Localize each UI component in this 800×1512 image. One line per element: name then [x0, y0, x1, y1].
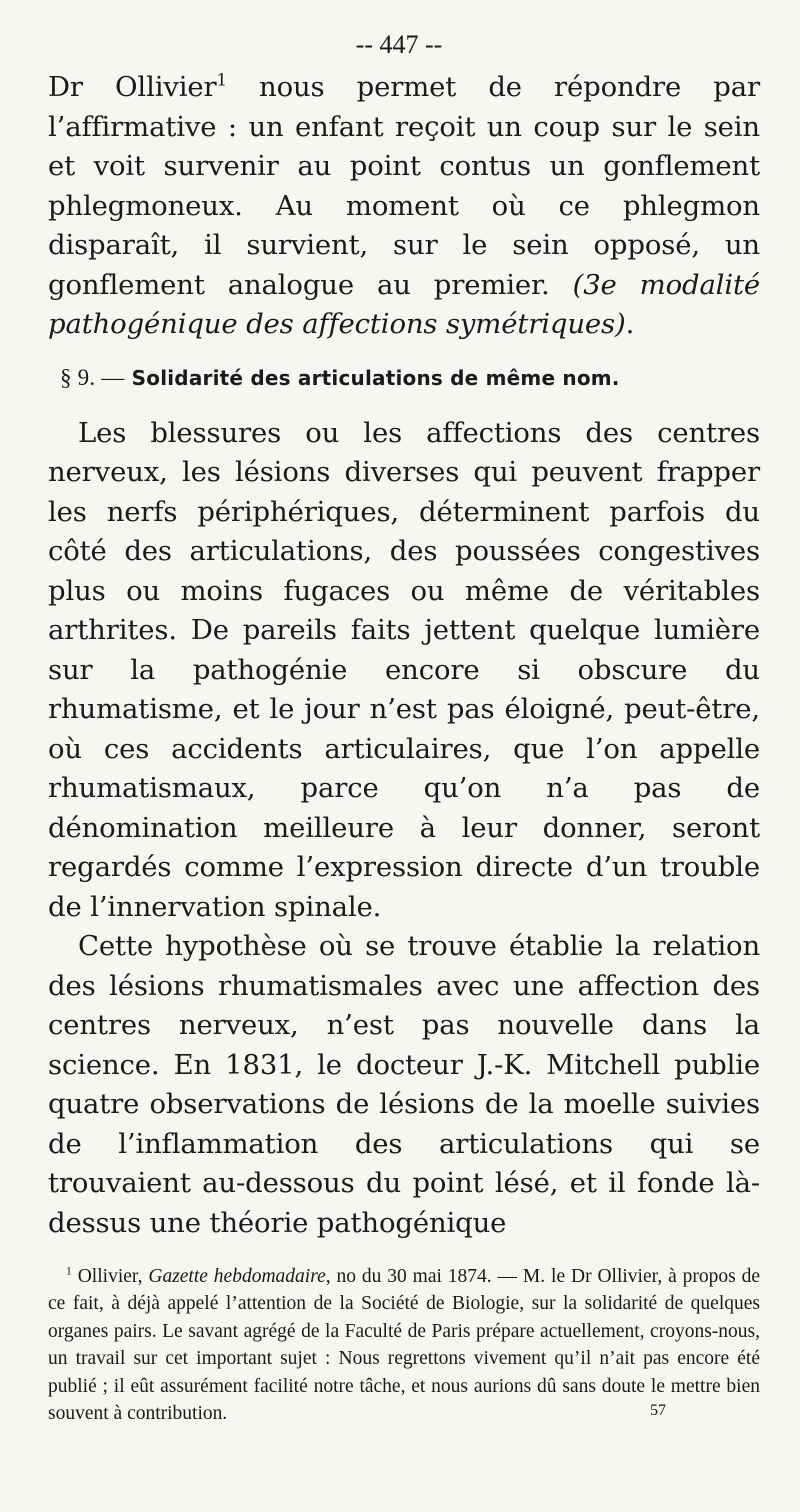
footnote-reference: 1 [216, 70, 227, 90]
paragraph-2 [48, 414, 760, 928]
paragraph-3-text: Cette hypothèse où se trouve établie la relation des lésions rhumatismales avec une affection des centres nerveux, n’est pas nouvelle dans la science. En 1831, le docteur J.-K. Mitchell publie quatre observations de lésions de la moelle suivies de l’inflammation des articulations qui se trouvaient au-dessous du point lésé, et il fonde là-dessus une théorie pathogénique [48, 930, 760, 1239]
paragraph-1-lead: Dr Ollivier [48, 71, 217, 103]
section-heading [60, 363, 760, 394]
footnote-author: Ollivier, [71, 1266, 149, 1287]
paragraph-1-italic: (3e modalité pathogénique des affections symétriques) [48, 268, 761, 340]
paragraph-1 [48, 68, 760, 345]
page-number: -- 447 -- [355, 30, 443, 59]
signature-mark: 57 [650, 1402, 666, 1419]
section-title: Solidarité des articulations de même nom. [131, 365, 620, 390]
paragraph-2-text: Les blessures ou les affections des centres nerveux, les lésions diverses qui peuvent frapper les nerfs périphériques, déterminent parfois du côté des articulations, des poussées congestives plus ou moins fugaces ou même de véritables arthrites. De pareils faits jettent quelque lumière sur la pathogénie encore si obscure du rhumatisme, et le jour n’est pas éloigné, peut-être, où ces accidents articulaires, que l’on appelle rhumatismaux, parce qu’on n’a pas de dénomination meilleure à leur donner, seront regardés comme l’expression directe d’un trouble de l’innervation spinale. [48, 416, 760, 923]
footnote-marker: 1 [66, 1264, 72, 1278]
footnote-journal: Gazette hebdomadaire [148, 1266, 326, 1287]
footnote-text: , no du 30 mai 1874. — M. le Dr Ollivier, à propos de ce fait, à déjà appelé l’attention de la Société de Biologie, sur la solidarité de quelques organes pairs. Le savant agrégé de la Faculté de Paris prépare actuellement, croyons-nous, un travail sur cet important sujet : Nous regrettons vivement qu’il n’ait pas encore été publié ; il eût assurément facilité notre tâche, et nous aurions dû sans doute le mettre bien souvent à contribution. [48, 1266, 760, 1425]
paragraph-1-end: . [625, 308, 635, 340]
section-number: § 9. — [60, 364, 125, 390]
paragraph-1-text: nous permet de répondre par l’affirmative : un enfant reçoit un coup sur le sein et voit survenir au point contus un gonflement phlegmoneux. Au moment où ce phlegmon disparaît, il survient, sur le sein opposé, un gonflement analogue au premier. [48, 71, 761, 301]
paragraph-3 [48, 927, 760, 1243]
